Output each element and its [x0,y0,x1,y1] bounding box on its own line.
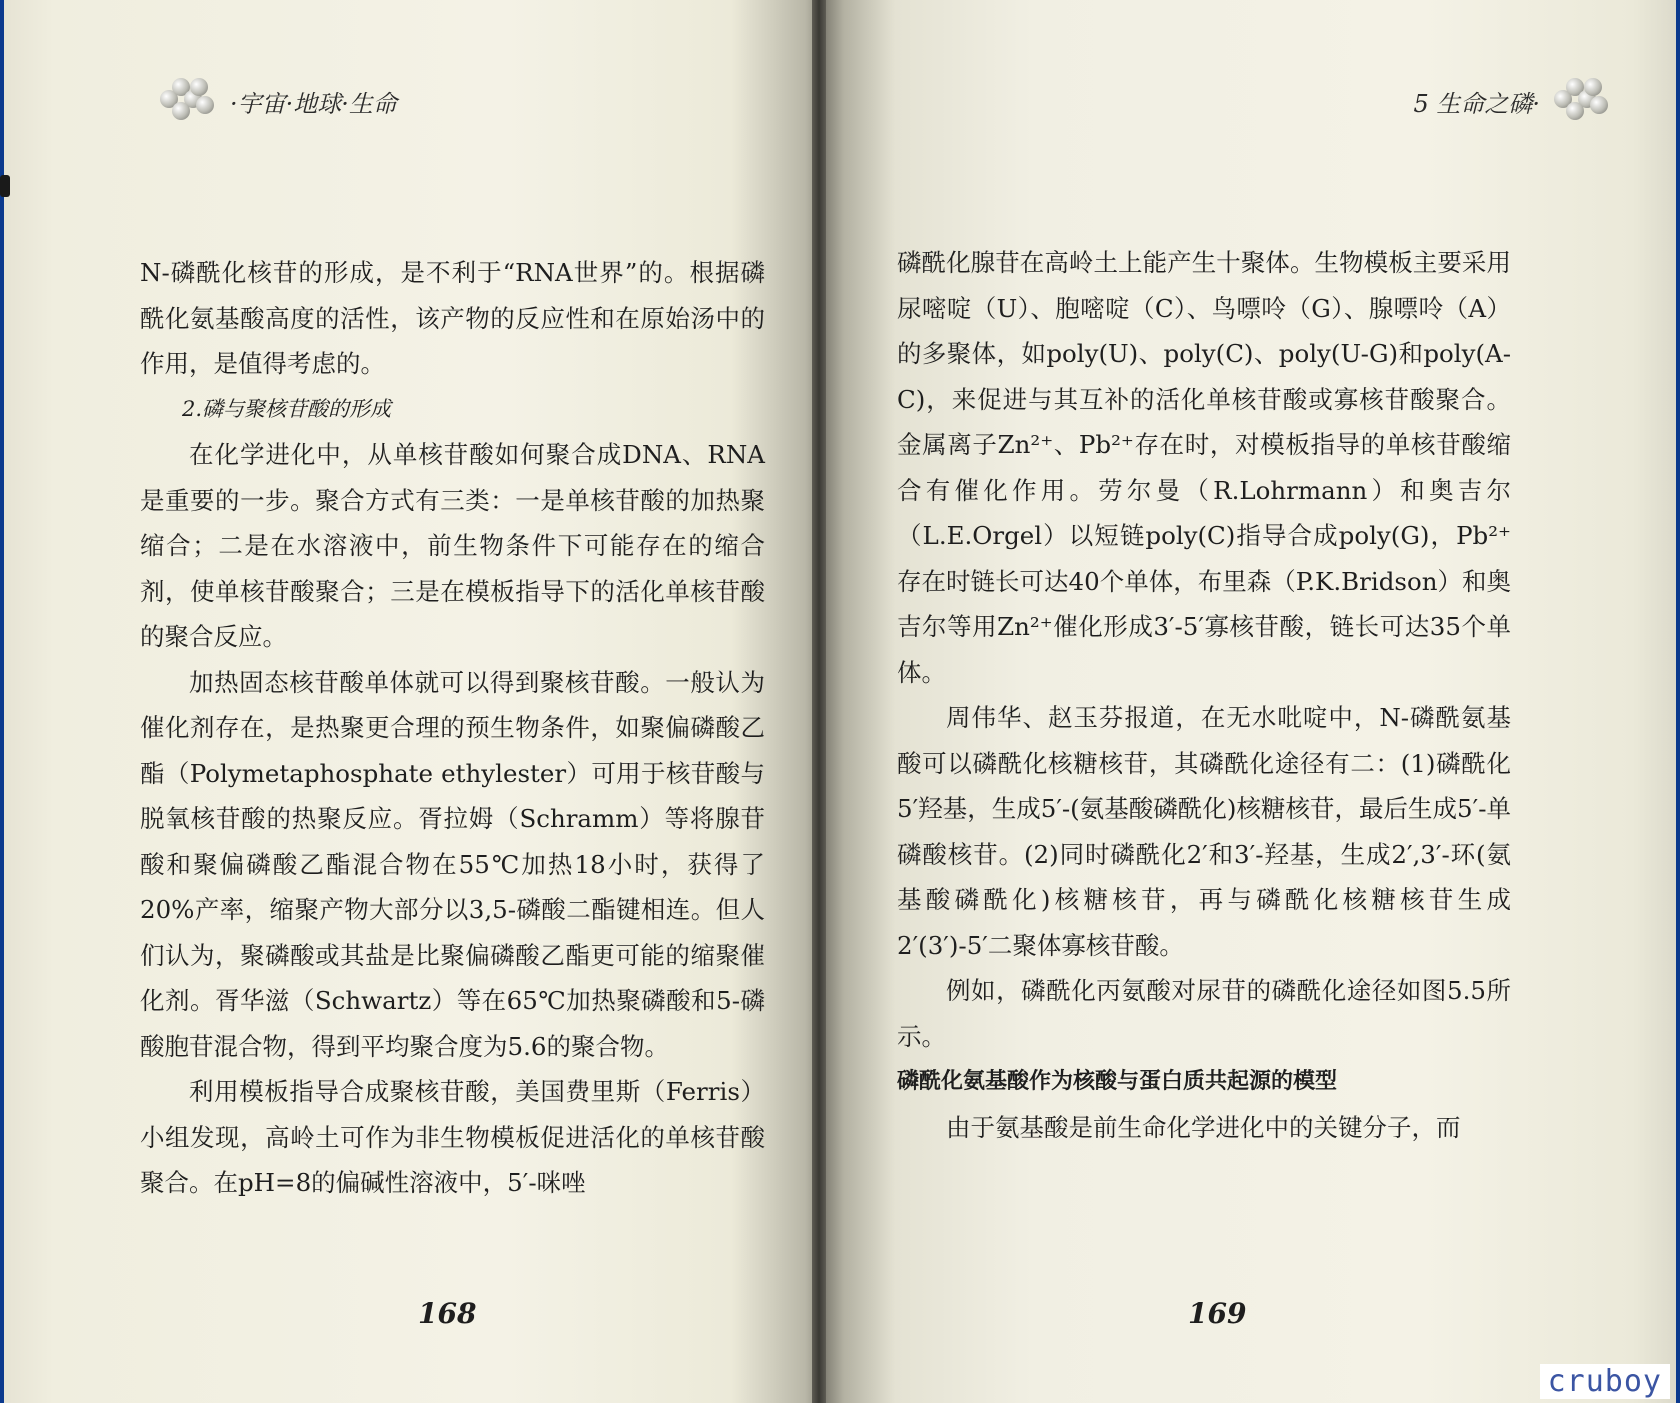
paragraph: 磷酰化腺苷在高岭土上能产生十聚体。生物模板主要采用尿嘧啶（U）、胞嘧啶（C）、鸟嘌呤（G）、腺嘌呤（A）的多聚体，如poly(U)、poly(C)、poly(U-G)和poly(A-C)，来促进与其互补的活化单核苷酸或寡核苷酸聚合。金属离子Zn²⁺、Pb²⁺存在时，对模板指导的单核苷酸缩合有催化作用。劳尔曼（R.Lohrmann）和奥吉尔（L.E.Orgel）以短链poly(C)指导合成poly(G)，Pb²⁺存在时链长可达40个单体，布里森（P.K.Bridson）和奥吉尔等用Zn²⁺催化形成3′-5′寡核苷酸，链长可达35个单体。 [897,248,1511,687]
paragraph: N-磷酰化核苷的形成，是不利于“RNA世界”的。根据磷酰化氨基酸高度的活性，该产物的反应性和在原始汤中的作用，是值得考虑的。 [140,258,765,378]
right-page-number: 169 [1188,1297,1247,1330]
edge-mark [0,175,10,197]
molecule-emblem-icon [160,76,216,126]
subheading: 2.磷与聚核苷酸的形成 [182,396,392,421]
left-page-number: 168 [418,1297,477,1330]
left-page-body [140,250,765,1206]
paragraph: 周伟华、赵玉芬报道，在无水吡啶中，N-磷酰氨基酸可以磷酰化核糖核苷，其磷酰化途径有二：(1)磷酰化5′羟基，生成5′-(氨基酸磷酰化)核糖核苷，最后生成5′-单磷酸核苷。(2)同时磷酰化2′和3′-羟基，生成2′,3′-环(氨基酸磷酰化)核糖核苷，再与磷酰化核糖核苷生成2′(3′)-5′二聚体寡核苷酸。 [897,703,1511,960]
left-header-title: ·宇宙·地球·生命 [230,89,397,118]
molecule-emblem-icon [1554,76,1610,126]
book-gutter [812,0,826,1403]
right-page-body [897,240,1511,1150]
right-header-title: 5 生命之磷· [1413,89,1540,118]
section-title: 磷酰化氨基酸作为核酸与蛋白质共起源的模型 [897,1069,1338,1094]
watermark: cruboy [1540,1364,1670,1399]
paragraph: 在化学进化中，从单核苷酸如何聚合成DNA、RNA是重要的一步。聚合方式有三类：一是单核苷酸的加热聚缩合；二是在水溶液中，前生物条件下可能存在的缩合剂，使单核苷酸聚合；三是在模板指导下的活化单核苷酸的聚合反应。 [140,440,765,651]
paragraph: 加热固态核苷酸单体就可以得到聚核苷酸。一般认为催化剂存在，是热聚更合理的预生物条件，如聚偏磷酸乙酯（Polymetaphosphate ethylester）可用于核苷酸与脱氧核苷酸的热聚反应。胥拉姆（Schramm）等将腺苷酸和聚偏磷酸乙酯混合物在55℃加热18小时，获得了20%产率，缩聚产物大部分以3,5-磷酸二酯键相连。但人们认为，聚磷酸或其盐是比聚偏磷酸乙酯更可能的缩聚催化剂。胥华滋（Schwartz）等在65℃加热聚磷酸和5-磷酸胞苷混合物，得到平均聚合度为5.6的聚合物。 [140,667,765,1061]
paragraph: 利用模板指导合成聚核苷酸，美国费里斯（Ferris）小组发现，高岭土可作为非生物模板促进活化的单核苷酸聚合。在pH=8的偏碱性溶液中，5′-咪唑 [140,1077,765,1197]
right-running-header [1399,76,1610,126]
left-running-header [160,76,411,126]
paragraph: 由于氨基酸是前生命化学进化中的关键分子，而 [946,1112,1461,1142]
paragraph: 例如，磷酰化丙氨酸对尿苷的磷酰化途径如图5.5所示。 [897,976,1511,1051]
